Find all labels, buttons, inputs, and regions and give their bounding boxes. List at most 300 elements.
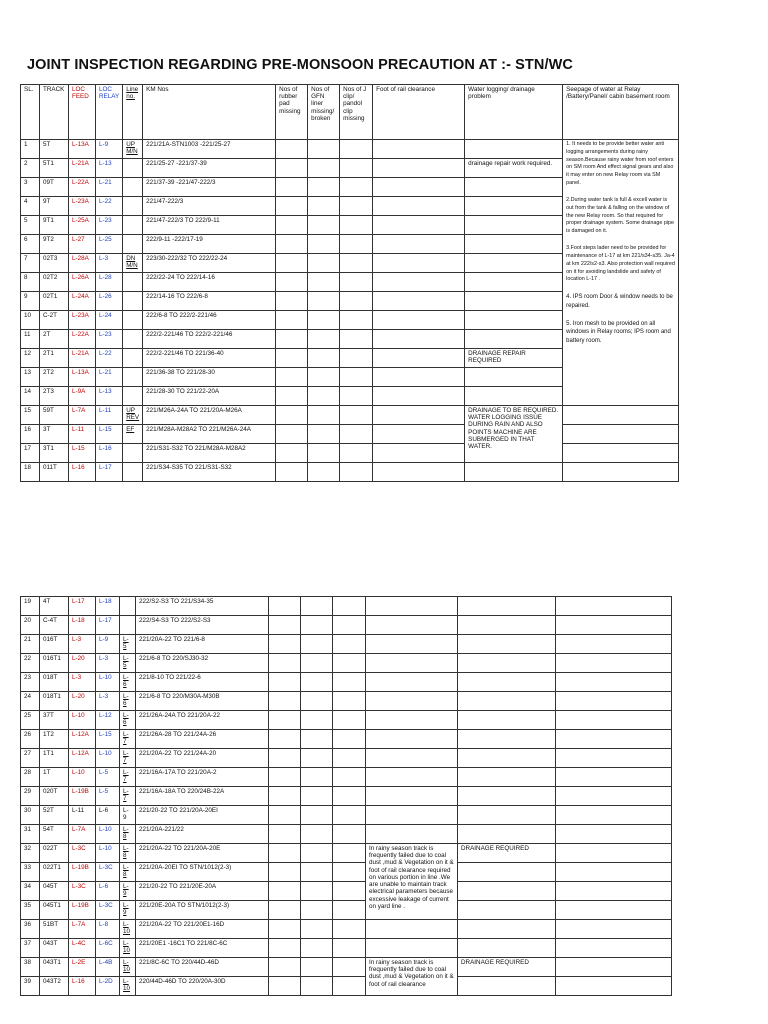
header-sl: SL. xyxy=(21,85,40,140)
seepage-cell xyxy=(556,844,672,863)
sl-cell: 1 xyxy=(21,140,40,159)
table-row xyxy=(21,768,672,787)
km-cell: 221/M28A-M28A2 TO 221/M26A-24A xyxy=(143,425,276,444)
water-logging-cell xyxy=(465,178,563,197)
table-row xyxy=(21,863,672,882)
loc-relay-cell: L-6C xyxy=(96,939,120,958)
loc-relay-cell: L-23 xyxy=(96,330,123,349)
loc-relay-cell: L-3C xyxy=(96,863,120,882)
seepage-remarks-cell xyxy=(563,140,679,406)
km-cell: 221/26A-28 TO 221/24A-26 xyxy=(136,730,269,749)
table-row xyxy=(21,882,672,901)
line-no-cell: L-8 xyxy=(120,863,136,882)
seepage-cell xyxy=(563,463,679,482)
seepage-cell xyxy=(556,635,672,654)
water-logging-cell xyxy=(458,901,556,920)
line-no-cell xyxy=(123,235,143,254)
line-no-cell: L-8 xyxy=(120,825,136,844)
track-cell: 016T xyxy=(40,635,69,654)
foot-rail-cell xyxy=(373,311,465,330)
km-cell: 220/44D-46D TO 220/20A-30D xyxy=(136,977,269,996)
gfn-liner-cell xyxy=(308,349,340,368)
seepage-cell xyxy=(563,425,679,444)
j-clip-cell xyxy=(340,159,373,178)
loc-feed-cell: L-18 xyxy=(69,616,96,635)
j-clip-cell xyxy=(340,273,373,292)
gfn-liner-cell xyxy=(301,673,333,692)
table-row xyxy=(21,140,679,159)
header-track: TRACK xyxy=(40,85,69,140)
line-no-cell: L-9 xyxy=(120,806,136,825)
table-row xyxy=(21,806,672,825)
gfn-liner-cell xyxy=(301,977,333,996)
water-logging-cell xyxy=(458,977,556,996)
inspection-table-part-1 xyxy=(20,84,679,482)
track-cell: 022T xyxy=(40,844,69,863)
j-clip-cell xyxy=(340,216,373,235)
rubber-pad-cell xyxy=(269,844,301,863)
track-cell: 02T2 xyxy=(40,273,69,292)
remark-p1: 1. It needs to be provide better water anti logging arrangements during rainy season.Because rainy water from roof enters on SM room And effect signal gears and also it may enter on new Relay room via SM panel. xyxy=(566,141,674,187)
loc-feed-cell: L-10 xyxy=(69,768,96,787)
rubber-pad-cell xyxy=(269,882,301,901)
km-cell: 221/20A-22 TO 221/20A-20E xyxy=(136,844,269,863)
table-row xyxy=(21,920,672,939)
sl-cell: 28 xyxy=(21,768,40,787)
water-logging-cell xyxy=(465,197,563,216)
table-row xyxy=(21,406,679,425)
km-cell: 221/21A-STN1003 -221/25-27 xyxy=(143,140,276,159)
loc-relay-cell: L-6 xyxy=(96,882,120,901)
sl-cell: 34 xyxy=(21,882,40,901)
km-cell: 221/20A-20EI TO STN/1012(2-3) xyxy=(136,863,269,882)
loc-relay-cell: L-11 xyxy=(96,406,123,425)
sl-cell: 30 xyxy=(21,806,40,825)
table-row xyxy=(21,463,679,482)
j-clip-cell xyxy=(340,235,373,254)
line-no-cell xyxy=(123,330,143,349)
water-logging-cell xyxy=(465,330,563,349)
j-clip-cell xyxy=(340,311,373,330)
loc-feed-cell: L-21A xyxy=(69,349,96,368)
table-row xyxy=(21,425,679,444)
loc-relay-cell: L-28 xyxy=(96,273,123,292)
table-row xyxy=(21,616,672,635)
loc-relay-cell: L-4B xyxy=(96,958,120,977)
sl-cell: 17 xyxy=(21,444,40,463)
rubber-pad-cell xyxy=(276,368,308,387)
seepage-cell xyxy=(556,825,672,844)
line-no-cell: L-9 xyxy=(120,901,136,920)
rubber-pad-cell xyxy=(269,616,301,635)
rubber-pad-cell xyxy=(276,330,308,349)
km-cell: 221/37-39 -221/47-222/3 xyxy=(143,178,276,197)
j-clip-cell xyxy=(340,406,373,425)
foot-rail-cell xyxy=(366,939,458,958)
water-logging-cell: DRAINAGE REQUIRED xyxy=(458,844,556,863)
seepage-cell xyxy=(556,692,672,711)
j-clip-cell xyxy=(333,768,366,787)
line-no-cell: L-7 xyxy=(120,787,136,806)
foot-rail-cell xyxy=(366,654,458,673)
seepage-cell xyxy=(563,444,679,463)
j-clip-cell xyxy=(333,692,366,711)
foot-rail-cell xyxy=(373,235,465,254)
seepage-cell xyxy=(556,654,672,673)
loc-feed-cell: L-11 xyxy=(69,806,96,825)
j-clip-cell xyxy=(340,197,373,216)
loc-feed-cell: L-3C xyxy=(69,882,96,901)
loc-feed-cell: L-7A xyxy=(69,825,96,844)
j-clip-cell xyxy=(333,711,366,730)
sl-cell: 27 xyxy=(21,749,40,768)
table-row xyxy=(21,711,672,730)
foot-rail-cell xyxy=(373,254,465,273)
rubber-pad-cell xyxy=(276,387,308,406)
gfn-liner-cell xyxy=(301,958,333,977)
track-cell: 5T xyxy=(40,140,69,159)
rubber-pad-cell xyxy=(269,711,301,730)
j-clip-cell xyxy=(340,330,373,349)
track-cell: 018T1 xyxy=(40,692,69,711)
table-row xyxy=(21,635,672,654)
loc-feed-cell: L-10 xyxy=(69,711,96,730)
gfn-liner-cell xyxy=(308,425,340,444)
foot-rail-cell xyxy=(366,692,458,711)
track-cell: 54T xyxy=(40,825,69,844)
sl-cell: 18 xyxy=(21,463,40,482)
sl-cell: 6 xyxy=(21,235,40,254)
water-logging-cell xyxy=(458,863,556,882)
j-clip-cell xyxy=(340,444,373,463)
loc-feed-cell: L-13A xyxy=(69,140,96,159)
km-cell: 221/16A-18A TO 220/24B-22A xyxy=(136,787,269,806)
foot-rail-cell xyxy=(373,159,465,178)
loc-relay-cell: L-16 xyxy=(96,444,123,463)
gfn-liner-cell xyxy=(301,749,333,768)
water-logging-cell xyxy=(458,692,556,711)
km-cell: 222/S4-S3 TO 222/S2-S3 xyxy=(136,616,269,635)
sl-cell: 14 xyxy=(21,387,40,406)
track-cell: 045T1 xyxy=(40,901,69,920)
sl-cell: 29 xyxy=(21,787,40,806)
loc-relay-cell: L-21 xyxy=(96,368,123,387)
loc-relay-cell: L-2D xyxy=(96,977,120,996)
gfn-liner-cell xyxy=(308,311,340,330)
line-no-cell: DN M/N xyxy=(123,254,143,273)
rubber-pad-cell xyxy=(276,235,308,254)
table-row xyxy=(21,844,672,863)
sl-cell: 9 xyxy=(21,292,40,311)
gfn-liner-cell xyxy=(301,882,333,901)
line-no-cell: L-10 xyxy=(120,958,136,977)
loc-relay-cell: L-3C xyxy=(96,901,120,920)
track-cell: 9T2 xyxy=(40,235,69,254)
remark-p4: 4. IPS room Door & window needs to be repaired. xyxy=(566,294,673,309)
sl-cell: 4 xyxy=(21,197,40,216)
j-clip-cell xyxy=(340,254,373,273)
header-loc-feed: LOC FEED xyxy=(69,85,96,140)
sl-cell: 11 xyxy=(21,330,40,349)
km-cell: 221/8-10 TO 221/22-6 xyxy=(136,673,269,692)
rubber-pad-cell xyxy=(276,216,308,235)
sl-cell: 19 xyxy=(21,597,40,616)
line-no-cell: L-10 xyxy=(120,939,136,958)
table-row xyxy=(21,901,672,920)
gfn-liner-cell xyxy=(301,635,333,654)
remark-p5: 5. Iron mesh to be provided on all windows in Relay rooms; IPS room and battery room. xyxy=(566,320,671,344)
j-clip-cell xyxy=(333,673,366,692)
rubber-pad-cell xyxy=(276,292,308,311)
header-foot-rail: Foot of rail clearance xyxy=(373,85,465,140)
loc-relay-cell: L-5 xyxy=(96,787,120,806)
rubber-pad-cell xyxy=(276,425,308,444)
track-cell: 1T2 xyxy=(40,730,69,749)
track-cell: 2T2 xyxy=(40,368,69,387)
gfn-liner-cell xyxy=(308,368,340,387)
loc-feed-cell: L-7A xyxy=(69,406,96,425)
j-clip-cell xyxy=(333,901,366,920)
track-cell: 1T1 xyxy=(40,749,69,768)
seepage-cell xyxy=(556,730,672,749)
sl-cell: 20 xyxy=(21,616,40,635)
line-no-cell xyxy=(123,368,143,387)
loc-relay-cell: L-3 xyxy=(96,692,120,711)
sl-cell: 37 xyxy=(21,939,40,958)
track-cell: 3T1 xyxy=(40,444,69,463)
seepage-cell xyxy=(556,863,672,882)
loc-feed-cell: L-11 xyxy=(69,425,96,444)
sl-cell: 7 xyxy=(21,254,40,273)
line-no-cell: L-8 xyxy=(120,844,136,863)
seepage-cell xyxy=(556,901,672,920)
track-cell: 59T xyxy=(40,406,69,425)
gfn-liner-cell xyxy=(301,901,333,920)
loc-feed-cell: L-12A xyxy=(69,730,96,749)
km-cell: 221/20-22 TO 221/20E-20A xyxy=(136,882,269,901)
header-gfn-liner: Nos of GFN liner missing/ broken xyxy=(308,85,340,140)
km-cell: 221/25-27 -221/37-39 xyxy=(143,159,276,178)
foot-rail-cell xyxy=(373,387,465,406)
seepage-cell xyxy=(556,958,672,977)
gfn-liner-cell xyxy=(301,692,333,711)
loc-relay-cell: L-13 xyxy=(96,387,123,406)
foot-rail-cell xyxy=(366,711,458,730)
water-logging-cell: DRAINAGE REPAIR REQUIRED xyxy=(465,349,563,368)
track-cell: C-4T xyxy=(40,616,69,635)
gfn-liner-cell xyxy=(301,654,333,673)
loc-relay-cell: L-12 xyxy=(96,711,120,730)
water-logging-cell xyxy=(458,673,556,692)
j-clip-cell xyxy=(340,178,373,197)
header-j-clip: Nos of J clip/ pandol clip missing xyxy=(340,85,373,140)
km-cell: 221/28-30 TO 221/22-20A xyxy=(143,387,276,406)
loc-feed-cell: L-9A xyxy=(69,387,96,406)
table-row xyxy=(21,825,672,844)
water-logging-cell xyxy=(458,711,556,730)
loc-feed-cell: L-3C xyxy=(69,844,96,863)
loc-feed-cell: L-19B xyxy=(69,787,96,806)
loc-relay-cell: L-23 xyxy=(96,216,123,235)
water-logging-cell xyxy=(465,292,563,311)
j-clip-cell xyxy=(333,844,366,863)
j-clip-cell xyxy=(333,749,366,768)
foot-rail-cell: In rainy season track is frequently failed due to coal dust ,mud & Vegetation on it & foot of rail clearance xyxy=(366,958,458,996)
line-no-cell xyxy=(123,178,143,197)
water-logging-cell xyxy=(458,768,556,787)
track-cell: 1T xyxy=(40,768,69,787)
loc-feed-cell: L-23A xyxy=(69,311,96,330)
loc-feed-cell: L-4C xyxy=(69,939,96,958)
sl-cell: 26 xyxy=(21,730,40,749)
j-clip-cell xyxy=(333,654,366,673)
loc-relay-cell: L-13 xyxy=(96,159,123,178)
rubber-pad-cell xyxy=(276,197,308,216)
gfn-liner-cell xyxy=(301,597,333,616)
seepage-cell xyxy=(556,768,672,787)
page-title: JOINT INSPECTION REGARDING PRE-MONSOON PRECAUTION AT :- STN/WC xyxy=(27,57,573,73)
track-cell: 02T1 xyxy=(40,292,69,311)
line-no-cell xyxy=(120,597,136,616)
j-clip-cell xyxy=(340,349,373,368)
water-logging-cell xyxy=(458,939,556,958)
line-no-cell: UP REV xyxy=(123,406,143,425)
loc-relay-cell: L-18 xyxy=(96,597,120,616)
j-clip-cell xyxy=(340,292,373,311)
j-clip-cell xyxy=(340,463,373,482)
km-cell: 221/M26A-24A TO 221/20A-M26A xyxy=(143,406,276,425)
foot-rail-cell xyxy=(366,787,458,806)
gfn-liner-cell xyxy=(308,197,340,216)
rubber-pad-cell xyxy=(269,730,301,749)
water-logging-cell xyxy=(458,806,556,825)
rubber-pad-cell xyxy=(276,406,308,425)
loc-relay-cell: L-24 xyxy=(96,311,123,330)
line-no-cell: UP M/N xyxy=(123,140,143,159)
km-cell: 221/26A-24A TO 221/20A-22 xyxy=(136,711,269,730)
line-no-cell xyxy=(123,292,143,311)
sl-cell: 13 xyxy=(21,368,40,387)
j-clip-cell xyxy=(333,977,366,996)
header-loc-relay: LOC RELAY xyxy=(96,85,123,140)
foot-rail-cell xyxy=(373,349,465,368)
track-cell: 043T xyxy=(40,939,69,958)
km-cell: 221/6-8 TO 220/SJ30-32 xyxy=(136,654,269,673)
foot-rail-cell xyxy=(366,825,458,844)
water-logging-cell xyxy=(458,920,556,939)
table-row xyxy=(21,654,672,673)
gfn-liner-cell xyxy=(308,216,340,235)
loc-feed-cell: L-15 xyxy=(69,444,96,463)
track-cell: 016T1 xyxy=(40,654,69,673)
table-header-row xyxy=(21,85,679,140)
foot-rail-cell xyxy=(373,444,465,463)
water-logging-cell xyxy=(458,730,556,749)
gfn-liner-cell xyxy=(301,787,333,806)
foot-rail-cell xyxy=(373,178,465,197)
gfn-liner-cell xyxy=(308,463,340,482)
line-no-cell: L-9 xyxy=(120,882,136,901)
loc-relay-cell: L-25 xyxy=(96,235,123,254)
remark-p2: 2.During water tank is full & excell water is out from the tank & falling on the window of the new Relay room. So that required for proper drainage system. Some drainage pipe is damaged on it. xyxy=(566,196,675,235)
j-clip-cell xyxy=(333,939,366,958)
water-logging-cell xyxy=(465,368,563,387)
km-cell: 222/22-24 TO 222/14-16 xyxy=(143,273,276,292)
km-cell: 223/30-222/32 TO 222/22-24 xyxy=(143,254,276,273)
header-seepage: Seepage of water at Relay /Battery/Panel/ cabin basement room xyxy=(563,85,679,140)
loc-feed-cell: L-2E xyxy=(69,958,96,977)
track-cell: 09T xyxy=(40,178,69,197)
loc-relay-cell: L-17 xyxy=(96,463,123,482)
line-no-cell xyxy=(123,444,143,463)
line-no-cell xyxy=(123,273,143,292)
header-km-nos: KM Nos xyxy=(143,85,276,140)
water-logging-cell xyxy=(458,597,556,616)
km-cell: 221/20A-22 TO 221/20E1-16D xyxy=(136,920,269,939)
loc-feed-cell: L-7A xyxy=(69,920,96,939)
foot-rail-cell xyxy=(366,749,458,768)
table-row xyxy=(21,787,672,806)
rubber-pad-cell xyxy=(276,140,308,159)
loc-feed-cell: L-25A xyxy=(69,216,96,235)
km-cell: 221/20A-221/22 xyxy=(136,825,269,844)
seepage-cell xyxy=(556,616,672,635)
water-logging-cell: DRAINAGE REQUIRED xyxy=(458,958,556,977)
loc-relay-cell: L-22 xyxy=(96,349,123,368)
foot-rail-cell xyxy=(366,768,458,787)
loc-relay-cell: L-22 xyxy=(96,197,123,216)
km-cell: 221/20E1 -16C1 TO 221/8C-6C xyxy=(136,939,269,958)
gfn-liner-cell xyxy=(308,273,340,292)
j-clip-cell xyxy=(333,958,366,977)
loc-relay-cell: L-9 xyxy=(96,140,123,159)
j-clip-cell xyxy=(340,368,373,387)
j-clip-cell xyxy=(333,787,366,806)
table-row xyxy=(21,977,672,996)
loc-relay-cell: L-3 xyxy=(96,254,123,273)
line-no-cell xyxy=(123,159,143,178)
gfn-liner-cell xyxy=(308,159,340,178)
loc-relay-cell: L-6 xyxy=(96,806,120,825)
j-clip-cell xyxy=(340,425,373,444)
water-logging-cell xyxy=(465,254,563,273)
line-no-cell: L-10 xyxy=(120,920,136,939)
rubber-pad-cell xyxy=(269,939,301,958)
rubber-pad-cell xyxy=(276,463,308,482)
foot-rail-cell xyxy=(373,197,465,216)
line-no-cell: L-5 xyxy=(120,654,136,673)
track-cell: 022T1 xyxy=(40,863,69,882)
line-no-cell: L-10 xyxy=(120,977,136,996)
rubber-pad-cell xyxy=(269,654,301,673)
km-cell: 222/S2-S3 TO 221/S34-35 xyxy=(136,597,269,616)
rubber-pad-cell xyxy=(276,349,308,368)
rubber-pad-cell xyxy=(276,159,308,178)
sl-cell: 10 xyxy=(21,311,40,330)
loc-relay-cell: L-3 xyxy=(96,654,120,673)
gfn-liner-cell xyxy=(301,863,333,882)
foot-rail-cell xyxy=(366,616,458,635)
track-cell: 043T1 xyxy=(40,958,69,977)
track-cell: 9T1 xyxy=(40,216,69,235)
seepage-cell xyxy=(556,787,672,806)
loc-feed-cell: L-13A xyxy=(69,368,96,387)
loc-feed-cell: L-19B xyxy=(69,901,96,920)
track-cell: 5T1 xyxy=(40,159,69,178)
loc-feed-cell: L-19B xyxy=(69,863,96,882)
sl-cell: 31 xyxy=(21,825,40,844)
rubber-pad-cell xyxy=(276,444,308,463)
